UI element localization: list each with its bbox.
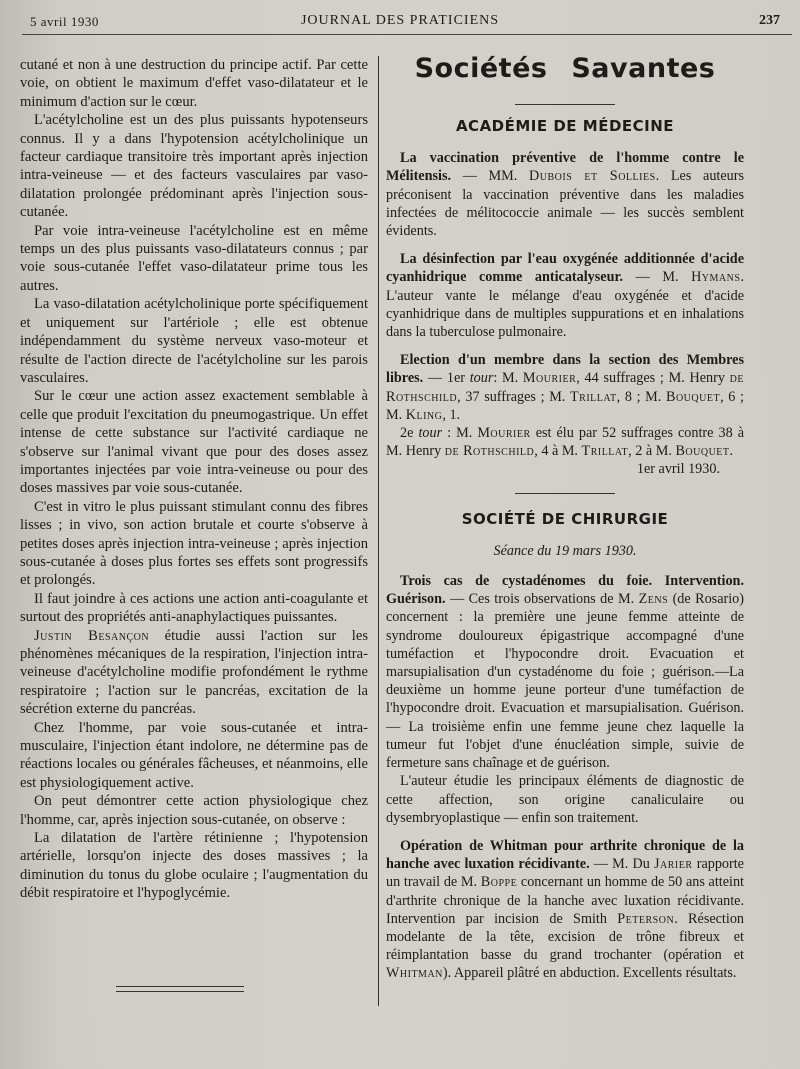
report-title: La désinfection par l'eau oxygénée additionnée d'acide cyanhidrique comme anticatalyseur. [386, 251, 744, 286]
report-item [386, 149, 744, 240]
text: tour [464, 370, 494, 387]
journal-title: JOURNAL DES PRATICIENS [300, 13, 500, 28]
text: 1er [446, 370, 465, 387]
page-header [0, 12, 800, 32]
text: , 44 suffrages ; M. Henry [576, 370, 730, 387]
text: — M. [623, 269, 692, 286]
author-names: Boppe [480, 874, 518, 891]
author-names: Trillat [570, 388, 617, 405]
paragraph: Chez l'homme, par voie sous-cutanée et intra-musculaire, l'injection étant indolore, ne détermine pas de réactions locales ou générales fâcheuses, et néanmoins, elle est physiologiquement active. [20, 719, 368, 791]
author-name: Justin Besançon [34, 627, 150, 644]
author-names: Mourier [477, 425, 531, 442]
text: concernant un homme de 50 ans atteint d'arthrite chronique de la hanche avec luxation récidivante. Intervention par incision de Smith [386, 874, 745, 927]
text: , 6 ; M. [386, 388, 744, 423]
page-number: 237 [759, 13, 780, 28]
text: — M. Du [589, 856, 655, 873]
author-names: Kling [405, 406, 443, 423]
left-column [20, 56, 368, 903]
paragraph: cutané et non à une destruction du principe actif. Par cette voie, on obtient le maximum d'effet vaso-dilatateur et le minimum d'action sur le cœur. [20, 57, 368, 110]
text: du 19 mars 1930. [533, 542, 637, 559]
report-text: . L'auteur vante le mélange d'eau oxygénée et d'acide cyanhidrique dans de multiples suppurations et en inhalations dans la tuberculose pulmonaire. [386, 269, 744, 341]
paragraph: La dilatation de l'artère rétinienne ; l'hypotension artérielle, lorsqu'on injecte des doses massives ; la diminution du tonus du globe oculaire ; l'augmentation du débit respiratoire et l'hypoglycémie. [20, 830, 368, 902]
text: est élu par 52 suffrages contre 38 à M. Henry [386, 425, 744, 460]
text: rapporte un travail de M. [386, 856, 744, 891]
report-item [386, 250, 744, 341]
paragraph: La vaso-dilatation acétylcholinique porte spécifiquement et uniquement sur l'artériole ; elle est obtenue indépendamment du système nerveux vaso-moteur et résulte de l'action directe de l'acétylcholine sur les parois vasculaires. [20, 296, 368, 386]
author-names: Mourier [522, 370, 577, 387]
paragraph: Sur le cœur une action assez exactement semblable à celle que produit l'excitation du pneumogastrique. Un effet intense de cette substance sur l'activité cardiaque ne s'observe sur l'animal vivant que pour des doses assez importantes injectées par voie intra-veineuse ou pour des doses massives par voie sous-cutanée. [20, 388, 368, 497]
text: ). Appareil plâtré en abduction. Excellents résultats. [442, 965, 737, 982]
section-banner: Sociétés Savantes [414, 53, 716, 84]
text: . [729, 443, 734, 460]
paragraph: On peut démontrer cette action physiologique chez l'homme, car, après injection sous-cutanée, on observe : [20, 793, 368, 828]
section-rule [515, 493, 615, 494]
author-names: Dubois et Sollies [529, 168, 656, 185]
paragraph: Par voie intra-veineuse l'acétylcholine est en même temps un des plus puissants vaso-dilatateurs connus ; par voie sous-cutanée l'effet vaso-dilatateur prime tous les autres. [20, 222, 368, 294]
text: , 8 ; M. [616, 388, 666, 405]
text: , 2 à M. [628, 443, 676, 460]
election-item [386, 351, 744, 424]
author-names: Bouquet [666, 388, 721, 405]
report-text: (de Rosario) concernent : la première une jeune femme atteinte de syndrome douloureux épigastrique accompagné d'une tuméfaction et l'hypocondre droit. Evacuation et marsupialisation d'un cystadénome du foie ; guérison.—La deuxième un homme jeune porteur d'une tuméfaction de l'hypocondre droit. Evacuation et marsupialisation. Guérison. — La troisième enfin une femme jeune chez laquelle la tumeur fut l'objet d'une énucléation simple, suivie de fermeture sans chaînage et de guérison. [386, 591, 744, 772]
paragraph: L'acétylcholine est un des plus puissants hypotenseurs connus. Il y a dans l'hypotension acétylcholinique un facteur cardiaque transitoire très important après injection intra-veineuse — et des facteurs vasculaires par vaso-dilatation prolongée prédominant après l'injection sous-cutanée. [20, 112, 368, 221]
chirurgie-heading: SOCIÉTÉ DE CHIRURGIE [461, 509, 669, 528]
article-end-rule [116, 986, 244, 992]
text: : M. [493, 370, 523, 387]
author-names: Hymans [691, 269, 741, 286]
author-names: Whitman [386, 965, 443, 982]
report-title: Election d'un membre dans la section des Membres libres. [386, 352, 744, 387]
paragraph: C'est in vitro le plus puissant stimulant connu des fibres lisses ; in vivo, son action brutale et courte s'observe à petites doses après injection intra-veineuse ; après injection sous-cutanée à doses plus fortes ses effets sont progressifs et prolongés. [20, 498, 368, 589]
text: , 37 suffrages ; M. [457, 388, 571, 405]
text: — [423, 370, 447, 387]
text: — Ces trois observations de M. [445, 591, 639, 608]
author-names: Peterson [617, 910, 675, 927]
author-names: de Rothschild [444, 443, 535, 460]
text: 2e [400, 425, 414, 442]
dateline: 1er avril 1930. [636, 461, 720, 478]
author-names: de Rothschild [386, 370, 745, 405]
author-names: Jarier [654, 856, 693, 873]
report-title: La vaccination préventive de l'homme contre le Mélitensis. [386, 150, 744, 185]
author-names: Zens [638, 591, 669, 608]
report-text: . Les auteurs préconisent la vaccination préventive dans les maladies infectées de mélitococcie animale — les succès semblent évidents. [386, 168, 744, 240]
text: Séance [493, 542, 534, 559]
academie-heading: ACADÉMIE DE MÉDECINE [455, 117, 675, 135]
report-title: Trois cas de cystadénomes du foie. Intervention. Guérison. [386, 573, 744, 608]
author-names: Trillat [581, 443, 629, 460]
right-column [386, 53, 745, 983]
paragraph: Il faut joindre à ces actions une action anti-coagulante et surtout des propriétés anti-anaphylactiques puissantes. [20, 590, 368, 626]
header-rule [22, 34, 792, 35]
seance-date [386, 542, 744, 560]
banner-rule [515, 104, 615, 105]
paragraph [20, 627, 368, 719]
paragraph-text: étudie aussi l'action sur les phénomènes mécaniques de la respiration, l'injection intra-veineuse d'acétylcholine modifie profondément le rythme respiratoire ; l'action sur le pancréas, excitation de la sécrétion externe du pancréas. [20, 627, 369, 718]
report-item [386, 837, 744, 983]
text: : M. [442, 425, 478, 442]
column-divider [378, 56, 379, 1006]
text: tour [413, 425, 443, 442]
paragraph: L'auteur étudie les principaux éléments de diagnostic de cette affection, son origine canaliculaire ou dysembryoplastique — enfin son traitement. [386, 773, 744, 826]
text: , 4 à M. [534, 443, 582, 460]
election-item [386, 424, 744, 460]
report-item [386, 572, 744, 772]
text: — MM. [451, 168, 529, 185]
report-title: Opération de Whitman pour arthrite chronique de la hanche avec luxation récidivante. [386, 837, 744, 873]
text: , 1. [442, 406, 461, 423]
author-names: Bouquet [675, 443, 730, 460]
header-date: 5 avril 1930 [30, 14, 99, 29]
text: . Résection modelante de la tête, excision de trône fibreux et réimplantation basse du grand trochanter (opération et [386, 910, 745, 964]
